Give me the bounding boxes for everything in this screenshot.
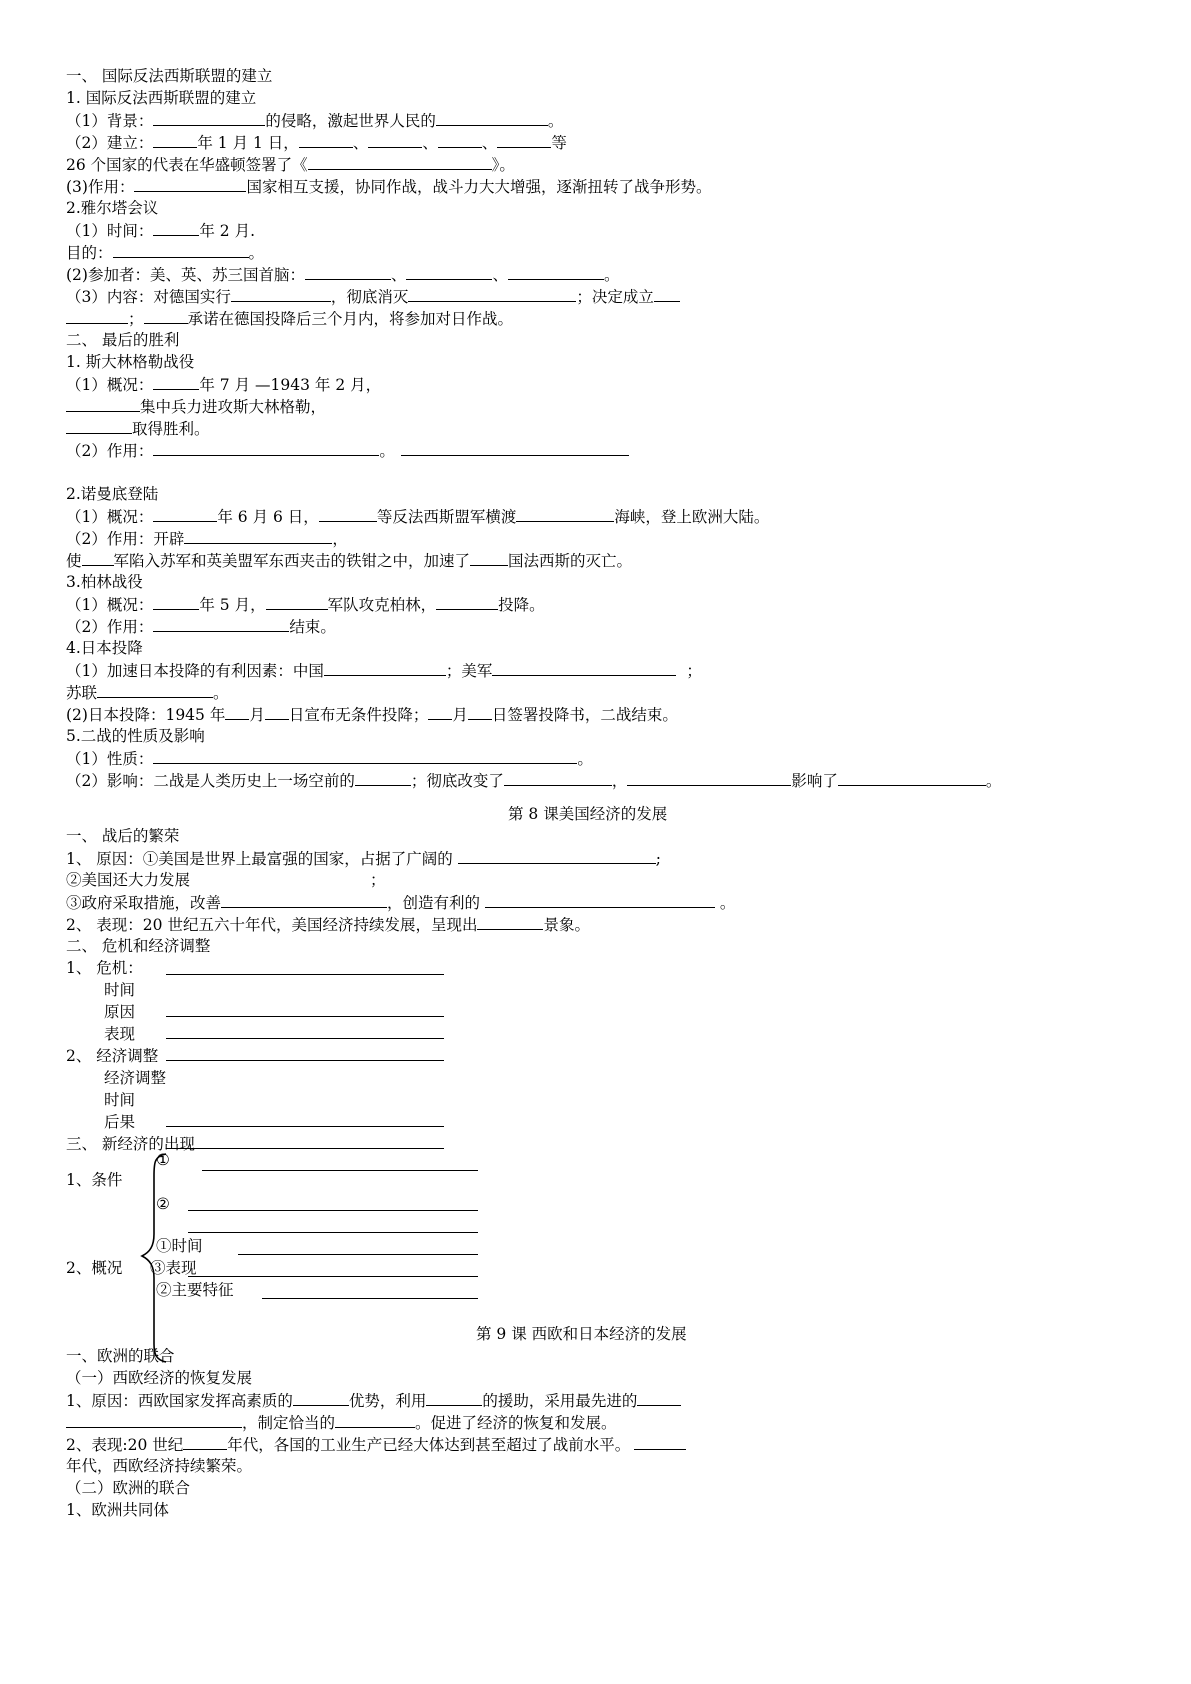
section-heading: 一、 国际反法西斯联盟的建立 <box>66 67 273 85</box>
line-yalta-content-2: ； 承诺在德国投降后三个月内，将参加对日作战。 <box>66 308 513 328</box>
blank-field[interactable] <box>225 704 249 720</box>
crisis-label: 1、 危机： <box>66 959 143 977</box>
condition-label: 1、条件 <box>66 1171 123 1189</box>
blank-line[interactable] <box>202 1170 478 1171</box>
subsection-heading: （一）西欧经济的恢复发展 <box>66 1369 253 1387</box>
crisis-show-label: 表现 <box>104 1025 136 1043</box>
blank-field[interactable] <box>355 770 411 786</box>
blank-line[interactable] <box>166 1148 444 1149</box>
line-reason-2: ②美国还大力发展 ； <box>66 871 386 889</box>
blank-field[interactable] <box>838 770 986 786</box>
line-normandy: （1）概况： 年 6 月 6 日， 等反法西斯盟军横渡 海峡，登上欧洲大陆。 <box>66 508 770 526</box>
adjust-time-label: 时间 <box>104 1091 136 1109</box>
blank-field[interactable] <box>293 1390 349 1406</box>
blank-field[interactable] <box>627 770 791 786</box>
section-heading: 三、 新经济的出现 <box>66 1135 195 1153</box>
blank-field[interactable] <box>184 528 332 544</box>
lesson-title: 第 9 课 西欧和日本经济的发展 <box>476 1325 687 1343</box>
blank-field[interactable] <box>436 110 548 126</box>
subsection-heading: 2.雅尔塔会议 <box>66 199 159 217</box>
adjust-sub-label: 经济调整 <box>104 1069 167 1087</box>
blank-field[interactable] <box>153 220 199 236</box>
blank-field[interactable] <box>221 892 387 908</box>
blank-field[interactable] <box>305 264 391 280</box>
blank-field[interactable] <box>134 176 246 192</box>
blank-field[interactable] <box>319 506 377 522</box>
blank-field[interactable] <box>153 506 217 522</box>
blank-line[interactable] <box>188 1232 478 1233</box>
adjust-result-label: 后果 <box>104 1113 136 1131</box>
blank-field[interactable] <box>113 242 249 258</box>
blank-field[interactable] <box>144 308 188 324</box>
blank-field[interactable] <box>504 770 612 786</box>
line-eu-reason: 1、原因：西欧国家发挥高素质的 优势，利用 的援助，采用最先进的 <box>66 1390 681 1410</box>
line-stalingrad-effect: （2）作用： 。 <box>66 440 629 460</box>
blank-line[interactable] <box>166 1060 444 1061</box>
line-war-impact: （2）影响：二战是人类历史上一场空前的 ；彻底改变了 ， 影响了 。 <box>66 772 1002 790</box>
line-war-nature: （1）性质： 。 <box>66 750 593 768</box>
blank-field[interactable] <box>66 418 132 434</box>
section-heading: 二、 危机和经济调整 <box>66 937 211 955</box>
subsection-heading: 3.柏林战役 <box>66 573 143 591</box>
line-normandy-effect-2: 使 军陷入苏军和英美盟军东西夹击的铁钳之中，加速了 国法西斯的灭亡。 <box>66 552 633 570</box>
blank-field[interactable] <box>485 892 715 908</box>
blank-field[interactable] <box>634 1434 686 1450</box>
blank-field[interactable] <box>470 550 508 566</box>
subsection-heading: 4.日本投降 <box>66 639 143 657</box>
subsection-heading: （二）欧洲的联合 <box>66 1479 191 1497</box>
blank-line[interactable] <box>188 1276 478 1277</box>
blank-field[interactable] <box>335 1412 415 1428</box>
line-yalta-goal: 目的： 。 <box>66 244 265 262</box>
condition-1-label: ① <box>156 1151 170 1169</box>
blank-line[interactable] <box>238 1254 478 1255</box>
overview-feature-label: ②主要特征 <box>156 1281 234 1299</box>
blank-field[interactable] <box>637 1390 681 1406</box>
line-yalta-attendees: (2)参加者：美、英、苏三国首脑： 、 、 。 <box>66 266 620 284</box>
blank-field[interactable] <box>153 110 265 126</box>
line-stalingrad: （1）概况： 年 7 月 —1943 年 2 月， <box>66 376 382 394</box>
line-eu-community: 1、欧洲共同体 <box>66 1501 169 1519</box>
line-berlin-effect: （2）作用： 结束。 <box>66 618 336 636</box>
subsection-heading: 1. 斯大林格勒战役 <box>66 353 195 371</box>
blank-field[interactable] <box>153 748 577 764</box>
blank-field[interactable] <box>66 308 128 324</box>
line-establish: （2）建立： 年 1 月 1 日， 、 、 、 等 <box>66 134 567 152</box>
section-heading: 一、 战后的繁荣 <box>66 827 180 845</box>
blank-field[interactable] <box>406 264 492 280</box>
blank-field[interactable] <box>308 154 492 170</box>
blank-line[interactable] <box>166 1038 444 1039</box>
blank-line[interactable] <box>188 1210 478 1211</box>
line-performance: 2、 表现：20 世纪五六十年代，美国经济持续发展，呈现出 景象。 <box>66 916 590 934</box>
blank-field[interactable] <box>458 848 656 864</box>
adjust-label: 2、 经济调整 <box>66 1047 159 1065</box>
blank-line[interactable] <box>166 1126 444 1127</box>
crisis-time-label: 时间 <box>104 981 136 999</box>
line-background: （1）背景： 的侵略，激起世界人民的 。 <box>66 112 564 130</box>
overview-show-label: ③表现 <box>150 1259 197 1277</box>
blank-field[interactable] <box>436 594 498 610</box>
section-heading: 二、 最后的胜利 <box>66 331 180 349</box>
blank-field[interactable] <box>401 440 629 456</box>
blank-field[interactable] <box>97 682 213 698</box>
subsection-heading: 1. 国际反法西斯联盟的建立 <box>66 89 257 107</box>
blank-field[interactable] <box>153 594 199 610</box>
subsection-heading: 5.二战的性质及影响 <box>66 727 205 745</box>
blank-field[interactable] <box>266 594 328 610</box>
blank-field[interactable] <box>368 132 422 148</box>
line-eu-performance-2: 年代，西欧经济持续繁荣。 <box>66 1457 253 1475</box>
overview-label: 2、概况 <box>66 1259 123 1277</box>
line-effect: (3)作用： 国家相互支援，协同作战，战斗力大大增强，逐渐扭转了战争形势。 <box>66 178 712 196</box>
blank-field[interactable] <box>265 704 289 720</box>
line-reason-3: ③政府采取措施，改善 ，创造有利的 。 <box>66 894 736 912</box>
blank-field[interactable] <box>654 286 680 302</box>
blank-field[interactable] <box>477 914 543 930</box>
blank-field[interactable] <box>231 286 331 302</box>
crisis-reason-label: 原因 <box>104 1003 136 1021</box>
blank-field[interactable] <box>438 132 482 148</box>
condition-2-label: ② <box>156 1195 170 1213</box>
line-berlin: （1）概况： 年 5 月， 军队攻克柏林， 投降。 <box>66 596 545 614</box>
line-yalta-content: （3）内容：对德国实行 ，彻底消灭 ；决定成立 <box>66 286 680 306</box>
line-reason-1: 1、 原因：①美国是世界上最富强的国家，占据了广阔的 ; <box>66 850 661 868</box>
line-yalta-time: （1）时间： 年 2 月. <box>66 222 256 240</box>
line-japan-soviet: 苏联 。 <box>66 684 229 702</box>
blank-line[interactable] <box>262 1298 478 1299</box>
line-japan-surrender: (2)日本投降：1945 年 月 日宣布无条件投降； 月 日签署投降书，二战结束。 <box>66 706 678 724</box>
blank-field[interactable] <box>153 616 289 632</box>
line-stalingrad-2: 集中兵力进攻斯大林格勒， <box>66 396 326 416</box>
line-stalingrad-3: 取得胜利。 <box>66 418 210 438</box>
blank-line[interactable] <box>166 1016 444 1017</box>
line-declaration: 26 个国家的代表在华盛顿签署了《 》。 <box>66 156 515 174</box>
blank-field[interactable] <box>66 396 140 412</box>
line-eu-reason-2: ，制定恰当的 。促进了经济的恢复和发展。 <box>66 1412 617 1432</box>
blank-field[interactable] <box>66 1412 242 1428</box>
line-japan-factors: （1）加速日本投降的有利因素：中国 ；美军 ； <box>66 662 702 680</box>
section-heading: 一、欧洲的联合 <box>66 1347 175 1365</box>
blank-field[interactable] <box>153 132 197 148</box>
blank-field[interactable] <box>508 264 604 280</box>
blank-field[interactable] <box>82 550 114 566</box>
overview-time-label: ①时间 <box>156 1237 203 1255</box>
blank-field[interactable] <box>153 440 379 456</box>
blank-field[interactable] <box>183 1434 227 1450</box>
blank-field[interactable] <box>153 374 199 390</box>
blank-field[interactable] <box>324 660 446 676</box>
blank-field[interactable] <box>408 286 576 302</box>
blank-field[interactable] <box>299 132 353 148</box>
blank-field[interactable] <box>492 660 676 676</box>
blank-field[interactable] <box>426 1390 482 1406</box>
line-eu-performance: 2、表现:20 世纪 年代，各国的工业生产已经大体达到甚至超过了战前水平。 <box>66 1434 686 1454</box>
blank-field[interactable] <box>497 132 551 148</box>
subsection-heading: 2.诺曼底登陆 <box>66 485 159 503</box>
blank-field[interactable] <box>468 704 492 720</box>
line-normandy-effect: （2）作用：开辟 ， <box>66 530 348 548</box>
blank-field[interactable] <box>428 704 452 720</box>
blank-line[interactable] <box>166 974 444 975</box>
blank-field[interactable] <box>516 506 614 522</box>
lesson-title: 第 8 课美国经济的发展 <box>508 805 668 823</box>
